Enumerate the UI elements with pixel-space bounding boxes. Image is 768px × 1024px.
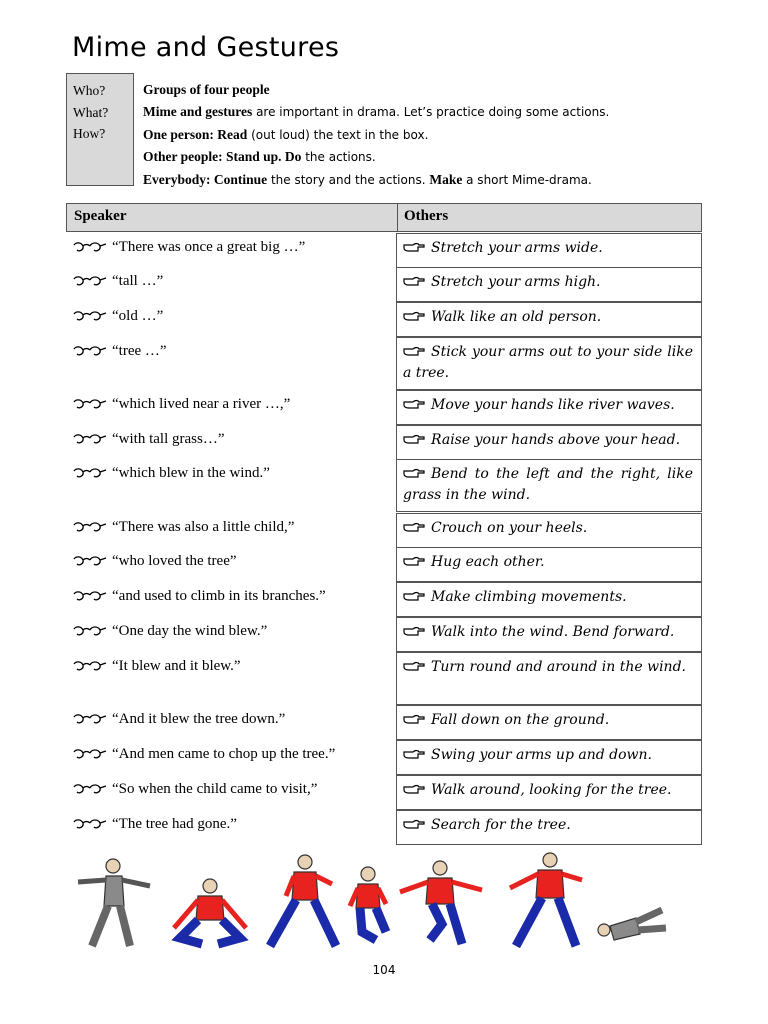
action-text: Make climbing movements. — [431, 589, 627, 605]
speaker-line — [72, 519, 294, 536]
header-divider — [397, 204, 398, 231]
instruction-who — [143, 79, 609, 101]
spectacles-icon — [72, 345, 108, 357]
spectacles-icon — [72, 748, 108, 760]
figure-kneeling — [350, 867, 386, 940]
instruction-how-3-bold1: Everybody: Continue — [143, 172, 268, 188]
instruction-how-1-bold: One person: Read — [143, 126, 248, 142]
question-labels-box — [66, 73, 134, 186]
speaker-line — [72, 239, 305, 256]
header-others: Others — [404, 208, 449, 224]
figure-fallen — [598, 910, 666, 940]
action-cell — [396, 617, 702, 652]
spectacles-icon — [72, 433, 108, 445]
action-text: Stretch your arms high. — [431, 274, 601, 290]
pointing-hand-icon — [403, 242, 425, 253]
pointing-hand-icon — [403, 468, 425, 479]
action-cell — [396, 425, 702, 460]
action-text: Search for the tree. — [431, 817, 571, 833]
instructions — [143, 79, 609, 192]
spectacles-icon — [72, 783, 108, 795]
action-cell — [396, 582, 702, 617]
spectacles-icon — [72, 818, 108, 830]
instruction-what-bold: Mime and gestures — [143, 103, 253, 119]
pointing-hand-icon — [403, 661, 425, 672]
instruction-how-1-rest: (out loud) the text in the box. — [247, 127, 429, 142]
pointing-hand-icon — [403, 626, 425, 637]
action-cell — [396, 547, 702, 582]
speaker-text: “with tall grass…” — [112, 431, 225, 447]
page-number: 104 — [372, 963, 396, 977]
instruction-who-text: Groups of four people — [143, 82, 270, 97]
pointing-hand-icon — [403, 434, 425, 445]
speaker-line — [72, 465, 270, 482]
spectacles-icon — [72, 555, 108, 567]
pointing-hand-icon — [403, 311, 425, 322]
figure-old-person — [78, 859, 150, 946]
spectacles-icon — [72, 625, 108, 637]
action-text: Bend to the left and the right, like grass in the wind. — [403, 466, 693, 503]
speaker-text: “tall …” — [112, 273, 164, 289]
spectacles-icon — [72, 713, 108, 725]
figure-crouching — [174, 879, 246, 944]
action-cell — [396, 337, 702, 390]
spectacles-icon — [72, 521, 108, 533]
action-cell — [396, 705, 702, 740]
speaker-line — [72, 273, 163, 290]
speaker-line — [72, 623, 267, 640]
spectacles-icon — [72, 310, 108, 322]
instruction-how-3-mid: the story and the actions. — [267, 173, 430, 188]
speaker-text: “old …” — [112, 308, 164, 324]
instruction-how-2-rest: the actions. — [301, 150, 376, 165]
speaker-text: “which blew in the wind.” — [112, 465, 270, 481]
speaker-line — [72, 711, 285, 728]
pointing-hand-icon — [403, 276, 425, 287]
instruction-what-rest: are important in drama. Let’s practice doing some actions. — [252, 104, 610, 119]
pointing-hand-icon — [403, 819, 425, 830]
action-text: Walk around, looking for the tree. — [431, 782, 672, 798]
action-cell — [396, 267, 702, 302]
action-cell — [396, 740, 702, 775]
instruction-what — [143, 101, 609, 124]
speaker-line — [72, 396, 290, 413]
instruction-how-2-bold: Other people: Stand up. Do — [143, 149, 302, 165]
speaker-line — [72, 431, 224, 448]
action-cell — [396, 652, 702, 705]
figure-stretching — [270, 855, 336, 946]
pointing-hand-icon — [403, 749, 425, 760]
spectacles-icon — [72, 241, 108, 253]
speaker-text: “And men came to chop up the tree.” — [112, 746, 336, 762]
pointing-hand-icon — [403, 784, 425, 795]
speaker-text: “which lived near a river …,” — [112, 396, 291, 412]
speaker-text: “It blew and it blew.” — [112, 658, 241, 674]
figure-turning — [400, 861, 482, 944]
action-text: Hug each other. — [431, 554, 545, 570]
spectacles-icon — [72, 590, 108, 602]
speaker-line — [72, 308, 163, 325]
action-text: Walk into the wind. Bend forward. — [431, 624, 675, 640]
speaker-line — [72, 816, 237, 833]
speaker-line — [72, 588, 326, 605]
header-speaker: Speaker — [74, 208, 127, 224]
mime-figures-illustration — [70, 848, 690, 953]
action-cell — [396, 513, 702, 548]
spectacles-icon — [72, 660, 108, 672]
label-what: What? — [73, 104, 109, 120]
instruction-how-3 — [143, 169, 609, 192]
action-text: Fall down on the ground. — [431, 712, 610, 728]
action-cell — [396, 810, 702, 845]
pointing-hand-icon — [403, 522, 425, 533]
table-header — [66, 203, 702, 232]
action-cell — [396, 390, 702, 425]
action-cell — [396, 459, 702, 512]
action-cell — [396, 302, 702, 337]
speaker-line — [72, 746, 335, 763]
figure-walking — [510, 853, 582, 946]
instruction-how-1 — [143, 124, 609, 147]
label-how: How? — [73, 126, 106, 141]
speaker-line — [72, 553, 237, 570]
speaker-text: “And it blew the tree down.” — [112, 711, 286, 727]
pointing-hand-icon — [403, 346, 425, 357]
pointing-hand-icon — [403, 591, 425, 602]
action-text: Crouch on your heels. — [431, 520, 588, 536]
instruction-how-3-rest: a short Mime-drama. — [462, 173, 592, 188]
speaker-text: “There was also a little child,” — [112, 519, 295, 535]
instruction-how-2 — [143, 146, 609, 169]
page-title: Mime and Gestures — [72, 32, 340, 63]
speaker-text: “tree …” — [112, 343, 167, 359]
spectacles-icon — [72, 275, 108, 287]
speaker-text: “The tree had gone.” — [112, 816, 237, 832]
speaker-text: “One day the wind blew.” — [112, 623, 268, 639]
action-text: Stick your arms out to your side like a tree. — [403, 344, 693, 381]
action-cell — [396, 775, 702, 810]
action-text: Raise your hands above your head. — [431, 432, 681, 448]
spectacles-icon — [72, 398, 108, 410]
action-text: Stretch your arms wide. — [431, 240, 603, 256]
speaker-text: “So when the child came to visit,” — [112, 781, 318, 797]
action-text: Swing your arms up and down. — [431, 747, 652, 763]
speaker-text: “There was once a great big …” — [112, 239, 306, 255]
action-text: Move your hands like river waves. — [431, 397, 675, 413]
pointing-hand-icon — [403, 714, 425, 725]
instruction-how-3-bold2: Make — [429, 172, 463, 188]
action-text: Turn round and around in the wind. — [431, 659, 686, 675]
pointing-hand-icon — [403, 399, 425, 410]
action-text: Walk like an old person. — [431, 309, 602, 325]
spectacles-icon — [72, 467, 108, 479]
speaker-line — [72, 658, 241, 675]
speaker-line — [72, 343, 167, 360]
label-who: Who? — [73, 83, 106, 98]
pointing-hand-icon — [403, 556, 425, 567]
action-cell — [396, 233, 702, 268]
speaker-line — [72, 781, 317, 798]
speaker-text: “and used to climb in its branches.” — [112, 588, 326, 604]
speaker-text: “who loved the tree” — [112, 553, 237, 569]
